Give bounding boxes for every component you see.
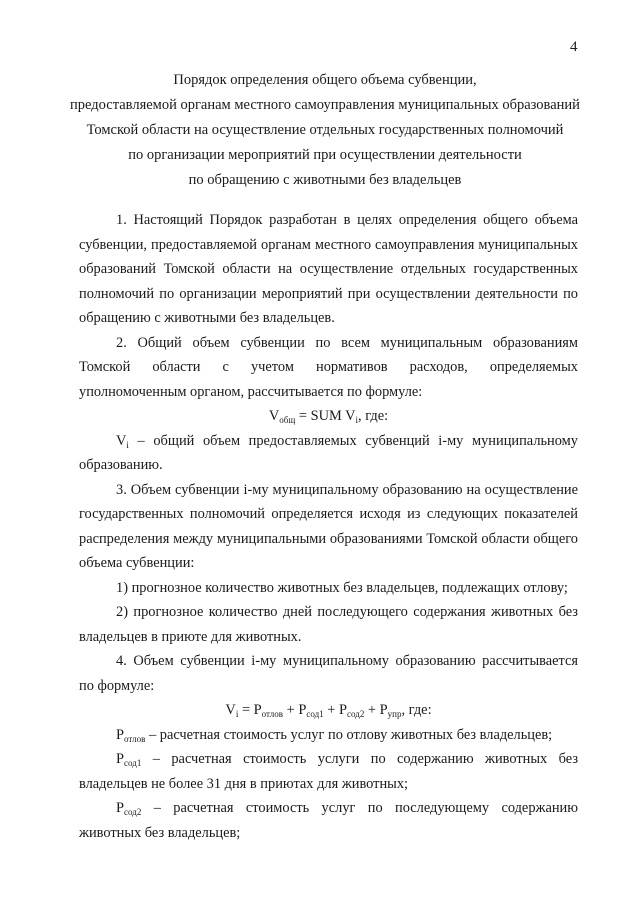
document-title <box>40 68 610 193</box>
title-line: по обращению с животными без владельцев <box>188 172 462 188</box>
document-body <box>79 208 578 845</box>
definition-p-sod2 <box>79 796 578 845</box>
symbol: V <box>116 432 127 449</box>
title-line: по организации мероприятий при осуществлении деятельности <box>128 147 522 163</box>
title-line: Томской области на осуществление отдельных государственных полномочий <box>86 122 564 138</box>
paragraph-1: 1. Настоящий Порядок разработан в целях определения общего объема субвенции, предоставляемой органам местного самоуправления муниципальных образований Томской области на осуществление отдельных государственных полномочий по организации мероприятий при осуществлении деятельности по обращению с животными без владельцев. <box>79 212 578 326</box>
symbol-sub: i <box>126 439 129 450</box>
formula-v: V <box>225 702 236 718</box>
page-number: 4 <box>570 39 578 55</box>
formula-sub: сод1 <box>306 709 324 719</box>
definition-p-sod1 <box>79 747 578 796</box>
formula-part: = P <box>238 702 262 718</box>
symbol-sub: сод1 <box>124 758 142 768</box>
paragraph-4: 4. Объем субвенции i-му муниципальному образованию рассчитывается по формуле: <box>79 653 578 694</box>
formula-sub: i <box>355 415 359 425</box>
definition-p-otlov <box>79 723 578 748</box>
formula-sub: упр <box>387 709 402 719</box>
formula-tail: , где: <box>401 702 432 718</box>
symbol: P <box>116 800 125 816</box>
paragraph-3: 3. Объем субвенции i-му муниципальному образованию на осуществление государственных полномочий определяется исходя из следующих показателей распределения между муниципальными образованиями Томской области общего объема субвенции: <box>79 481 578 571</box>
symbol-sub: сод2 <box>124 807 142 817</box>
paragraph-2: 2. Общий объем субвенции по всем муниципальным образованиям Томской области с учетом нормативов расходов, определяемых уполномоченным органом, рассчитывается по формуле: <box>79 334 578 400</box>
formula-tail: , где: <box>358 408 389 424</box>
formula-vi <box>79 698 578 723</box>
formula-sub: общ <box>279 415 296 425</box>
symbol: P <box>116 751 125 767</box>
definition-text: – расчетная стоимость услуги по содержанию животных без владельцев не более 31 дня в приютах для животных; <box>79 751 578 792</box>
formula-part: + P <box>283 702 307 718</box>
symbol: P <box>116 726 125 743</box>
title-line: предоставляемой органам местного самоуправления муниципальных образований <box>70 97 580 113</box>
formula-total <box>79 404 578 429</box>
formula-part: + P <box>364 702 388 718</box>
formula-v: V <box>268 408 280 424</box>
formula-sub: сод2 <box>347 709 365 719</box>
list-item-1: 1) прогнозное количество животных без владельцев, подлежащих отлову; <box>116 579 568 596</box>
formula-sub: отлов <box>261 709 284 719</box>
title-line: Порядок определения общего объема субвенции, <box>173 72 477 88</box>
definition-text: – расчетная стоимость услуг по отлову животных без владельцев; <box>145 726 553 743</box>
definition-text: – общий объем предоставляемых субвенций i-му муниципальному образованию. <box>79 432 578 473</box>
formula-middle: = SUM V <box>295 408 356 424</box>
formula-part: + P <box>323 702 347 718</box>
list-item-2: 2) прогнозное количество дней последующего содержания животных без владельцев в приюте для животных. <box>79 604 578 645</box>
definition-vi <box>79 429 578 478</box>
formula-sub: i <box>235 709 239 719</box>
definition-text: – расчетная стоимость услуг по последующему содержанию животных без владельцев; <box>79 800 578 841</box>
symbol-sub: отлов <box>124 733 146 744</box>
